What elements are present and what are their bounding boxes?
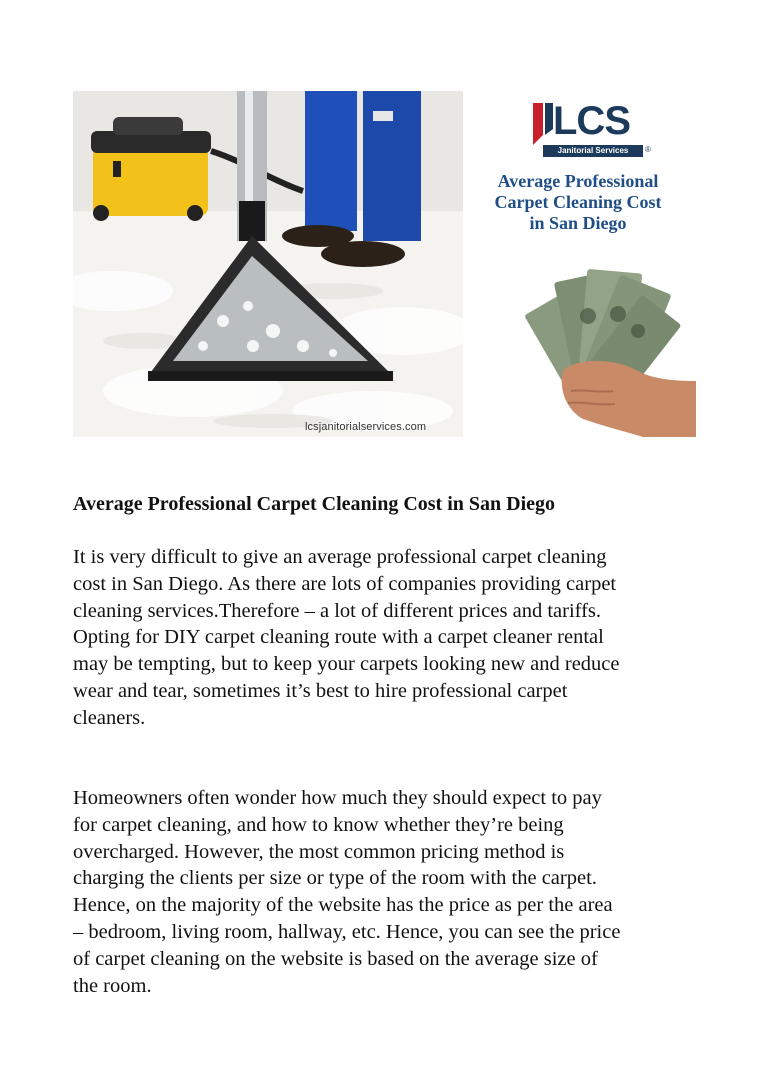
ad-panel (463, 91, 696, 437)
paragraph-line: cleaners. (73, 706, 146, 729)
paragraph-line: – bedroom, living room, hallway, etc. Hence, you can see the price (73, 920, 621, 943)
registered-mark: ® (645, 145, 651, 154)
ad-title-line: in San Diego (529, 213, 627, 233)
paragraph-line: Hence, on the majority of the website has the price as per the area (73, 894, 613, 917)
paragraph-1 (73, 544, 713, 732)
watermark-url: lcsjanitorialservices.com (305, 421, 427, 433)
carpet-cleaning-photo (73, 91, 463, 437)
paragraph-line: It is very difficult to give an average professional carpet cleaning (73, 546, 607, 568)
hero-image (73, 91, 696, 437)
paragraph-line: wear and tear, sometimes it’s best to hire professional carpet (73, 679, 568, 702)
logo-text: LCS (553, 99, 630, 143)
paragraph-line: the room. (73, 974, 152, 997)
lcs-logo (533, 99, 651, 159)
paragraph-line: may be tempting, but to keep your carpets looking new and reduce (73, 653, 620, 676)
logo-subtitle: Janitorial Services (543, 145, 643, 157)
paragraph-line: overcharged. However, the most common pricing method is (73, 840, 565, 863)
paragraph-line: cleaning services.Therefore – a lot of different prices and tariffs. (73, 599, 602, 622)
yellow-vacuum (91, 117, 211, 221)
paragraph-line: of carpet cleaning on the website is based on the average size of (73, 947, 598, 970)
paragraph-line: charging the clients per size or type of the room with the carpet. (73, 867, 597, 890)
paragraph-line: Opting for DIY carpet cleaning route with a carpet cleaner rental (73, 626, 604, 649)
paragraph-2 (73, 785, 713, 999)
ad-title (463, 171, 693, 234)
article-title: Average Professional Carpet Cleaning Cost in San Diego (73, 493, 556, 515)
hand-holding-money-image (523, 251, 696, 437)
paragraph-line: cost in San Diego. As there are lots of companies providing carpet (73, 572, 617, 595)
ad-title-line: Average Professional (497, 171, 659, 191)
paragraph-line: for carpet cleaning, and how to know whether they’re being (73, 813, 564, 836)
ad-title-line: Carpet Cleaning Cost (494, 192, 662, 212)
paragraph-line: Homeowners often wonder how much they should expect to pay (73, 787, 602, 809)
